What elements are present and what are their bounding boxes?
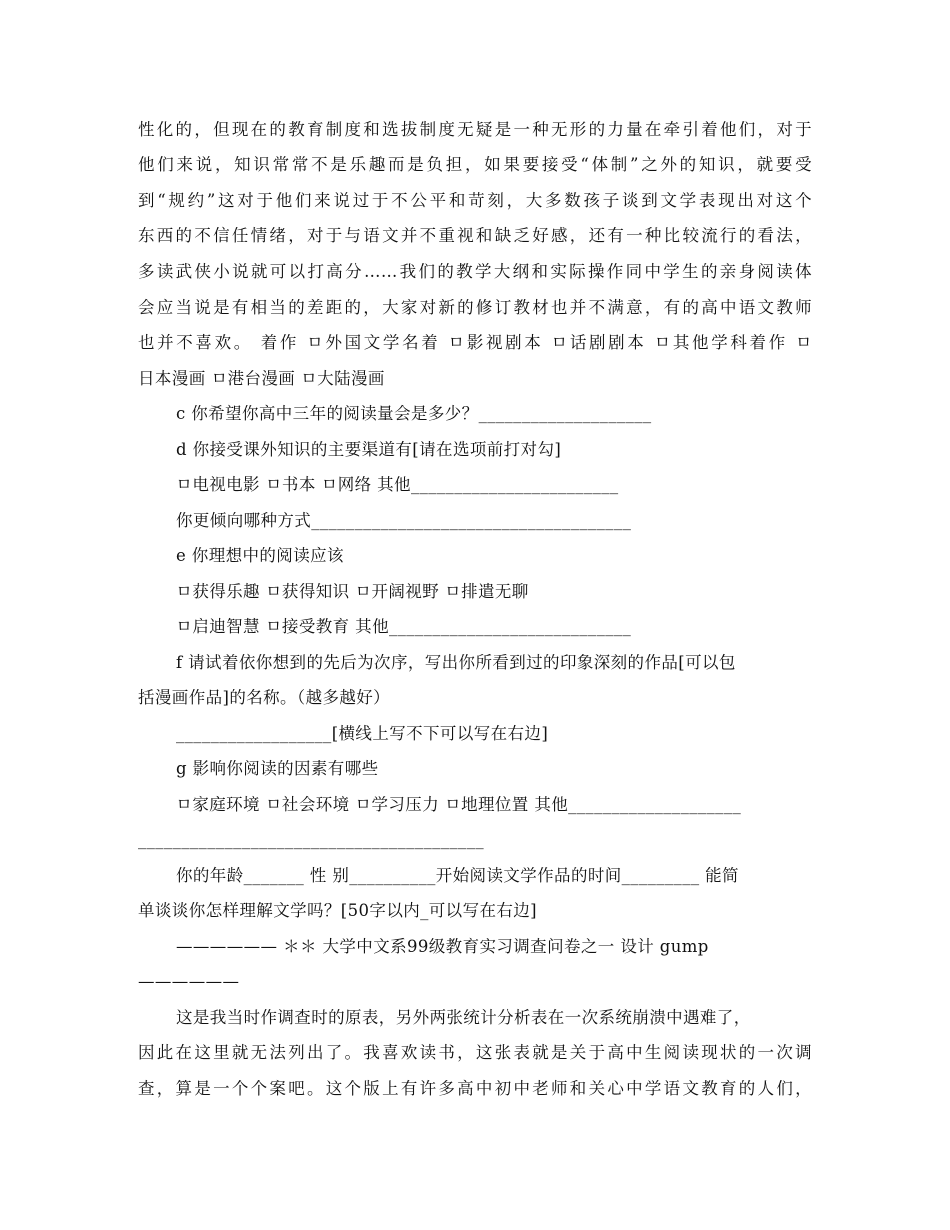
question-d-options: ㅁ电视电影 ㅁ书本 ㅁ网络 其他________________________ bbox=[176, 475, 619, 494]
question-c: c 你希望你高中三年的阅读量会是多少？____________________ bbox=[176, 404, 652, 423]
paragraph-line-6: 会应当说是有相当的差距的，大家对新的修订教材也并不满意，有的高中语文教师 bbox=[138, 298, 812, 317]
closing-line-2: 因此在这里就无法列出了。我喜欢读书，这张表就是关于高中生阅读现状的一次调 bbox=[138, 1043, 812, 1062]
question-e: e 你理想中的阅读应该 bbox=[176, 546, 344, 565]
question-d-preference: 你更倾向哪种方式_____________________________________ bbox=[176, 511, 632, 530]
question-e-options-2: ㅁ启迪智慧 ㅁ接受教育 其他____________________________ bbox=[176, 617, 632, 636]
paragraph-line-7: 也并不喜欢。 着作 ㅁ外国文学名着 ㅁ影视剧本 ㅁ话剧剧本 ㅁ其他学科着作 ㅁ bbox=[138, 333, 812, 352]
paragraph-line-2: 他们来说，知识常常不是乐趣而是负担，如果要接受“体制”之外的知识，就要受 bbox=[138, 155, 812, 174]
question-g-options: ㅁ家庭环境 ㅁ社会环境 ㅁ学习压力 ㅁ地理位置 其他____________________ bbox=[176, 795, 742, 814]
respondent-info: 你的年龄_______ 性 别__________开始阅读文学作品的时间_________ 能简 bbox=[176, 866, 739, 885]
paragraph-line-1: 性化的，但现在的教育制度和选拔制度无疑是一种无形的力量在牵引着他们，对于 bbox=[138, 120, 812, 139]
paragraph-line-5: 多读武侠小说就可以打高分……我们的教学大纲和实际操作同中学生的亲身阅读体 bbox=[138, 262, 812, 281]
paragraph-line-3: 到“规约”这对于他们来说过于不公平和苛刻，大多数孩子谈到文学表现出对这个 bbox=[138, 191, 812, 210]
question-f: f 请试着依你想到的先后为次序，写出你所看到过的印象深刻的作品[可以包 bbox=[176, 653, 736, 672]
respondent-info-cont: 单谈谈你怎样理解文学吗？[50字以内_可以写在右边] bbox=[138, 901, 538, 920]
question-e-options-1: ㅁ获得乐趣 ㅁ获得知识 ㅁ开阔视野 ㅁ排遣无聊 bbox=[176, 582, 529, 601]
paragraph-line-4: 东西的不信任情绪，对于与语文并不重视和缺乏好感，还有一种比较流行的看法， bbox=[138, 226, 812, 245]
question-g-blank: ________________________________________ bbox=[138, 830, 484, 849]
closing-line-1: 这是我当时作调查时的原表，另外两张统计分析表在一次系统崩溃中遇难了， bbox=[176, 1008, 751, 1027]
closing-line-3: 查，算是一个个案吧。这个版上有许多高中初中老师和关心中学语文教育的人们， bbox=[138, 1079, 812, 1098]
survey-signature: —————— ＊＊ 大学中文系99级教育实习调查问卷之一 设计 gump bbox=[176, 937, 709, 956]
survey-signature-dash: —————— bbox=[138, 972, 240, 991]
question-f-cont: 括漫画作品]的名称。（越多越好） bbox=[138, 688, 391, 707]
question-d: d 你接受课外知识的主要渠道有[请在选项前打对勾] bbox=[176, 440, 562, 459]
paragraph-line-8: 日本漫画 ㅁ港台漫画 ㅁ大陆漫画 bbox=[138, 369, 385, 388]
question-f-blank: __________________[横线上写不下可以写在右边] bbox=[176, 724, 549, 743]
question-g: g 影响你阅读的因素有哪些 bbox=[176, 759, 379, 778]
